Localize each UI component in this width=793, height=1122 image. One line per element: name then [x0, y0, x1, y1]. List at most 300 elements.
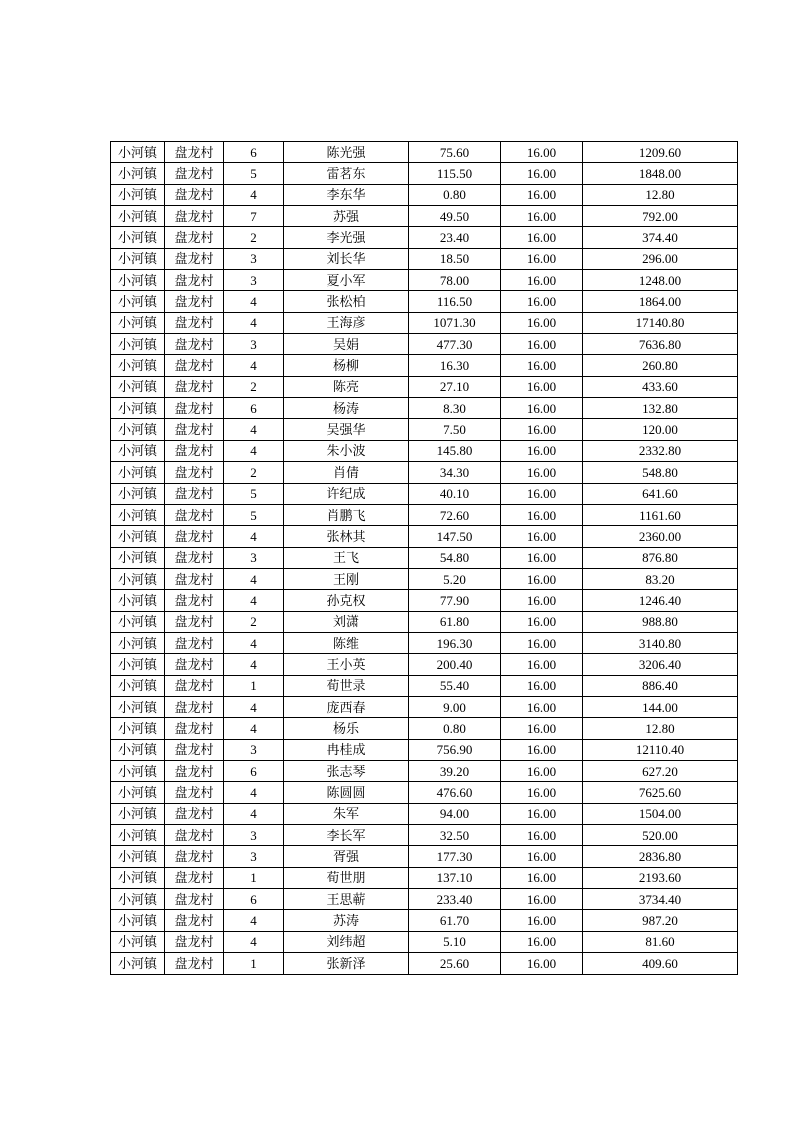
cell-town: 小河镇	[111, 312, 165, 333]
cell-unit_price: 16.00	[501, 355, 583, 376]
cell-count: 4	[224, 312, 284, 333]
cell-town: 小河镇	[111, 782, 165, 803]
cell-total: 641.60	[583, 483, 738, 504]
cell-count: 3	[224, 248, 284, 269]
cell-village: 盘龙村	[165, 270, 224, 291]
table-row	[111, 611, 738, 632]
cell-town: 小河镇	[111, 611, 165, 632]
cell-name: 李东华	[284, 184, 409, 205]
table-row	[111, 846, 738, 867]
cell-count: 6	[224, 889, 284, 910]
cell-town: 小河镇	[111, 867, 165, 888]
cell-amount: 49.50	[409, 206, 501, 227]
cell-unit_price: 16.00	[501, 803, 583, 824]
cell-town: 小河镇	[111, 526, 165, 547]
cell-name: 胥强	[284, 846, 409, 867]
cell-total: 2193.60	[583, 867, 738, 888]
cell-count: 2	[224, 462, 284, 483]
table-row	[111, 376, 738, 397]
cell-total: 1864.00	[583, 291, 738, 312]
cell-amount: 77.90	[409, 590, 501, 611]
cell-unit_price: 16.00	[501, 910, 583, 931]
cell-amount: 116.50	[409, 291, 501, 312]
cell-name: 王刚	[284, 568, 409, 589]
cell-name: 张林其	[284, 526, 409, 547]
cell-unit_price: 16.00	[501, 376, 583, 397]
cell-count: 2	[224, 611, 284, 632]
cell-village: 盘龙村	[165, 440, 224, 461]
cell-unit_price: 16.00	[501, 760, 583, 781]
cell-town: 小河镇	[111, 142, 165, 163]
cell-name: 杨涛	[284, 398, 409, 419]
cell-unit_price: 16.00	[501, 440, 583, 461]
cell-village: 盘龙村	[165, 547, 224, 568]
cell-count: 7	[224, 206, 284, 227]
cell-amount: 78.00	[409, 270, 501, 291]
cell-amount: 115.50	[409, 163, 501, 184]
cell-count: 4	[224, 291, 284, 312]
cell-name: 肖鹏飞	[284, 504, 409, 525]
table-row	[111, 910, 738, 931]
cell-village: 盘龙村	[165, 334, 224, 355]
table-row	[111, 889, 738, 910]
cell-amount: 476.60	[409, 782, 501, 803]
cell-total: 2332.80	[583, 440, 738, 461]
cell-unit_price: 16.00	[501, 611, 583, 632]
cell-count: 4	[224, 803, 284, 824]
cell-count: 3	[224, 739, 284, 760]
cell-town: 小河镇	[111, 163, 165, 184]
table-row	[111, 547, 738, 568]
cell-count: 4	[224, 696, 284, 717]
cell-unit_price: 16.00	[501, 654, 583, 675]
cell-village: 盘龙村	[165, 184, 224, 205]
cell-name: 李光强	[284, 227, 409, 248]
cell-amount: 40.10	[409, 483, 501, 504]
table-row	[111, 590, 738, 611]
cell-count: 4	[224, 718, 284, 739]
table-row	[111, 334, 738, 355]
cell-count: 4	[224, 931, 284, 952]
cell-name: 李长军	[284, 825, 409, 846]
table-row	[111, 931, 738, 952]
cell-unit_price: 16.00	[501, 696, 583, 717]
cell-unit_price: 16.00	[501, 953, 583, 975]
cell-amount: 5.10	[409, 931, 501, 952]
table-row	[111, 696, 738, 717]
cell-total: 3206.40	[583, 654, 738, 675]
cell-total: 17140.80	[583, 312, 738, 333]
cell-total: 1246.40	[583, 590, 738, 611]
cell-total: 1161.60	[583, 504, 738, 525]
cell-name: 刘潇	[284, 611, 409, 632]
cell-total: 83.20	[583, 568, 738, 589]
table-row	[111, 462, 738, 483]
cell-town: 小河镇	[111, 632, 165, 653]
cell-village: 盘龙村	[165, 419, 224, 440]
cell-total: 1248.00	[583, 270, 738, 291]
cell-name: 雷茗东	[284, 163, 409, 184]
cell-unit_price: 16.00	[501, 526, 583, 547]
cell-total: 120.00	[583, 419, 738, 440]
cell-town: 小河镇	[111, 760, 165, 781]
cell-amount: 200.40	[409, 654, 501, 675]
cell-town: 小河镇	[111, 846, 165, 867]
cell-name: 荀世朋	[284, 867, 409, 888]
cell-town: 小河镇	[111, 910, 165, 931]
cell-count: 4	[224, 632, 284, 653]
cell-total: 876.80	[583, 547, 738, 568]
cell-amount: 0.80	[409, 718, 501, 739]
cell-unit_price: 16.00	[501, 632, 583, 653]
cell-total: 988.80	[583, 611, 738, 632]
cell-count: 4	[224, 184, 284, 205]
cell-amount: 1071.30	[409, 312, 501, 333]
table-row	[111, 419, 738, 440]
cell-town: 小河镇	[111, 931, 165, 952]
cell-count: 4	[224, 590, 284, 611]
cell-town: 小河镇	[111, 718, 165, 739]
cell-amount: 54.80	[409, 547, 501, 568]
table-row	[111, 825, 738, 846]
cell-village: 盘龙村	[165, 803, 224, 824]
cell-unit_price: 16.00	[501, 739, 583, 760]
cell-amount: 16.30	[409, 355, 501, 376]
cell-town: 小河镇	[111, 270, 165, 291]
cell-town: 小河镇	[111, 590, 165, 611]
cell-total: 627.20	[583, 760, 738, 781]
cell-unit_price: 16.00	[501, 568, 583, 589]
cell-total: 2360.00	[583, 526, 738, 547]
table-row	[111, 248, 738, 269]
table-row	[111, 803, 738, 824]
cell-town: 小河镇	[111, 355, 165, 376]
cell-name: 朱军	[284, 803, 409, 824]
table-row	[111, 163, 738, 184]
cell-unit_price: 16.00	[501, 334, 583, 355]
cell-village: 盘龙村	[165, 718, 224, 739]
cell-town: 小河镇	[111, 803, 165, 824]
cell-town: 小河镇	[111, 462, 165, 483]
cell-unit_price: 16.00	[501, 782, 583, 803]
cell-name: 陈圆圆	[284, 782, 409, 803]
table-row	[111, 355, 738, 376]
cell-amount: 145.80	[409, 440, 501, 461]
cell-town: 小河镇	[111, 547, 165, 568]
cell-name: 张新泽	[284, 953, 409, 975]
cell-name: 王海彦	[284, 312, 409, 333]
cell-total: 12.80	[583, 718, 738, 739]
cell-village: 盘龙村	[165, 376, 224, 397]
cell-village: 盘龙村	[165, 846, 224, 867]
table-row	[111, 270, 738, 291]
cell-unit_price: 16.00	[501, 291, 583, 312]
cell-village: 盘龙村	[165, 483, 224, 504]
cell-amount: 8.30	[409, 398, 501, 419]
table-row	[111, 739, 738, 760]
cell-name: 肖倩	[284, 462, 409, 483]
cell-unit_price: 16.00	[501, 547, 583, 568]
cell-town: 小河镇	[111, 291, 165, 312]
cell-village: 盘龙村	[165, 568, 224, 589]
cell-unit_price: 16.00	[501, 931, 583, 952]
table-row	[111, 227, 738, 248]
cell-name: 夏小军	[284, 270, 409, 291]
cell-total: 987.20	[583, 910, 738, 931]
cell-village: 盘龙村	[165, 248, 224, 269]
cell-unit_price: 16.00	[501, 590, 583, 611]
table-row	[111, 867, 738, 888]
cell-count: 3	[224, 270, 284, 291]
cell-unit_price: 16.00	[501, 419, 583, 440]
cell-unit_price: 16.00	[501, 312, 583, 333]
cell-amount: 0.80	[409, 184, 501, 205]
cell-total: 260.80	[583, 355, 738, 376]
cell-name: 吴强华	[284, 419, 409, 440]
cell-amount: 32.50	[409, 825, 501, 846]
table-row	[111, 142, 738, 163]
cell-unit_price: 16.00	[501, 227, 583, 248]
cell-total: 1209.60	[583, 142, 738, 163]
cell-amount: 61.80	[409, 611, 501, 632]
cell-town: 小河镇	[111, 504, 165, 525]
cell-total: 2836.80	[583, 846, 738, 867]
cell-name: 庞西春	[284, 696, 409, 717]
table-row	[111, 504, 738, 525]
cell-amount: 477.30	[409, 334, 501, 355]
table-row	[111, 398, 738, 419]
cell-count: 6	[224, 760, 284, 781]
cell-name: 王飞	[284, 547, 409, 568]
cell-count: 2	[224, 227, 284, 248]
cell-name: 荀世录	[284, 675, 409, 696]
cell-total: 886.40	[583, 675, 738, 696]
cell-total: 144.00	[583, 696, 738, 717]
cell-town: 小河镇	[111, 398, 165, 419]
cell-town: 小河镇	[111, 184, 165, 205]
cell-name: 冉桂成	[284, 739, 409, 760]
cell-village: 盘龙村	[165, 931, 224, 952]
table-row	[111, 440, 738, 461]
cell-name: 孙克权	[284, 590, 409, 611]
cell-village: 盘龙村	[165, 611, 224, 632]
cell-town: 小河镇	[111, 675, 165, 696]
cell-town: 小河镇	[111, 334, 165, 355]
cell-total: 1848.00	[583, 163, 738, 184]
cell-amount: 27.10	[409, 376, 501, 397]
cell-amount: 94.00	[409, 803, 501, 824]
cell-count: 5	[224, 504, 284, 525]
cell-amount: 61.70	[409, 910, 501, 931]
cell-name: 陈光强	[284, 142, 409, 163]
cell-name: 苏涛	[284, 910, 409, 931]
cell-name: 陈亮	[284, 376, 409, 397]
cell-village: 盘龙村	[165, 462, 224, 483]
cell-town: 小河镇	[111, 419, 165, 440]
cell-unit_price: 16.00	[501, 846, 583, 867]
table-row	[111, 782, 738, 803]
cell-village: 盘龙村	[165, 526, 224, 547]
cell-amount: 39.20	[409, 760, 501, 781]
cell-total: 7636.80	[583, 334, 738, 355]
cell-name: 吴娟	[284, 334, 409, 355]
cell-total: 3140.80	[583, 632, 738, 653]
table-row	[111, 760, 738, 781]
cell-count: 3	[224, 846, 284, 867]
cell-village: 盘龙村	[165, 675, 224, 696]
cell-village: 盘龙村	[165, 206, 224, 227]
cell-town: 小河镇	[111, 568, 165, 589]
cell-village: 盘龙村	[165, 696, 224, 717]
cell-amount: 18.50	[409, 248, 501, 269]
cell-unit_price: 16.00	[501, 675, 583, 696]
cell-amount: 72.60	[409, 504, 501, 525]
cell-name: 张松柏	[284, 291, 409, 312]
cell-count: 3	[224, 547, 284, 568]
cell-village: 盘龙村	[165, 163, 224, 184]
cell-village: 盘龙村	[165, 398, 224, 419]
cell-amount: 5.20	[409, 568, 501, 589]
cell-town: 小河镇	[111, 825, 165, 846]
cell-amount: 75.60	[409, 142, 501, 163]
cell-town: 小河镇	[111, 227, 165, 248]
table-row	[111, 526, 738, 547]
cell-total: 132.80	[583, 398, 738, 419]
cell-total: 548.80	[583, 462, 738, 483]
cell-village: 盘龙村	[165, 782, 224, 803]
cell-village: 盘龙村	[165, 739, 224, 760]
cell-unit_price: 16.00	[501, 462, 583, 483]
cell-total: 81.60	[583, 931, 738, 952]
cell-count: 4	[224, 440, 284, 461]
cell-name: 朱小波	[284, 440, 409, 461]
cell-name: 杨柳	[284, 355, 409, 376]
cell-village: 盘龙村	[165, 867, 224, 888]
cell-unit_price: 16.00	[501, 248, 583, 269]
cell-total: 792.00	[583, 206, 738, 227]
cell-amount: 233.40	[409, 889, 501, 910]
cell-count: 1	[224, 675, 284, 696]
cell-count: 1	[224, 867, 284, 888]
cell-count: 4	[224, 355, 284, 376]
cell-village: 盘龙村	[165, 825, 224, 846]
cell-town: 小河镇	[111, 953, 165, 975]
table-body	[111, 142, 738, 975]
cell-unit_price: 16.00	[501, 398, 583, 419]
cell-village: 盘龙村	[165, 654, 224, 675]
cell-village: 盘龙村	[165, 953, 224, 975]
cell-name: 王小英	[284, 654, 409, 675]
cell-village: 盘龙村	[165, 227, 224, 248]
cell-total: 12.80	[583, 184, 738, 205]
table-row	[111, 718, 738, 739]
cell-amount: 34.30	[409, 462, 501, 483]
cell-total: 520.00	[583, 825, 738, 846]
cell-count: 4	[224, 910, 284, 931]
cell-unit_price: 16.00	[501, 889, 583, 910]
cell-town: 小河镇	[111, 376, 165, 397]
cell-amount: 137.10	[409, 867, 501, 888]
cell-count: 3	[224, 825, 284, 846]
cell-unit_price: 16.00	[501, 206, 583, 227]
table-row	[111, 312, 738, 333]
cell-unit_price: 16.00	[501, 142, 583, 163]
cell-count: 1	[224, 953, 284, 975]
cell-count: 5	[224, 163, 284, 184]
cell-village: 盘龙村	[165, 355, 224, 376]
cell-total: 374.40	[583, 227, 738, 248]
cell-village: 盘龙村	[165, 760, 224, 781]
cell-total: 12110.40	[583, 739, 738, 760]
cell-amount: 147.50	[409, 526, 501, 547]
cell-count: 5	[224, 483, 284, 504]
cell-amount: 55.40	[409, 675, 501, 696]
cell-name: 刘纬超	[284, 931, 409, 952]
cell-town: 小河镇	[111, 889, 165, 910]
cell-village: 盘龙村	[165, 504, 224, 525]
cell-amount: 7.50	[409, 419, 501, 440]
cell-amount: 9.00	[409, 696, 501, 717]
cell-count: 3	[224, 334, 284, 355]
cell-amount: 23.40	[409, 227, 501, 248]
table-row	[111, 291, 738, 312]
cell-town: 小河镇	[111, 739, 165, 760]
payment-table	[110, 141, 738, 975]
cell-village: 盘龙村	[165, 910, 224, 931]
table-row	[111, 675, 738, 696]
cell-count: 4	[224, 782, 284, 803]
cell-total: 3734.40	[583, 889, 738, 910]
cell-village: 盘龙村	[165, 632, 224, 653]
cell-amount: 177.30	[409, 846, 501, 867]
cell-total: 296.00	[583, 248, 738, 269]
table-row	[111, 483, 738, 504]
cell-unit_price: 16.00	[501, 718, 583, 739]
cell-unit_price: 16.00	[501, 270, 583, 291]
cell-village: 盘龙村	[165, 889, 224, 910]
table-row	[111, 206, 738, 227]
cell-unit_price: 16.00	[501, 163, 583, 184]
table-row	[111, 654, 738, 675]
table-row	[111, 953, 738, 975]
cell-count: 4	[224, 419, 284, 440]
cell-village: 盘龙村	[165, 142, 224, 163]
cell-total: 433.60	[583, 376, 738, 397]
cell-name: 苏强	[284, 206, 409, 227]
cell-town: 小河镇	[111, 248, 165, 269]
cell-count: 4	[224, 654, 284, 675]
cell-unit_price: 16.00	[501, 867, 583, 888]
cell-count: 4	[224, 526, 284, 547]
cell-town: 小河镇	[111, 206, 165, 227]
cell-unit_price: 16.00	[501, 504, 583, 525]
cell-total: 1504.00	[583, 803, 738, 824]
table-row	[111, 568, 738, 589]
table-row	[111, 184, 738, 205]
cell-name: 许纪成	[284, 483, 409, 504]
cell-count: 2	[224, 376, 284, 397]
cell-village: 盘龙村	[165, 590, 224, 611]
cell-unit_price: 16.00	[501, 184, 583, 205]
cell-count: 6	[224, 398, 284, 419]
cell-town: 小河镇	[111, 696, 165, 717]
cell-name: 张志琴	[284, 760, 409, 781]
cell-unit_price: 16.00	[501, 825, 583, 846]
cell-amount: 25.60	[409, 953, 501, 975]
cell-count: 6	[224, 142, 284, 163]
cell-village: 盘龙村	[165, 291, 224, 312]
cell-count: 4	[224, 568, 284, 589]
